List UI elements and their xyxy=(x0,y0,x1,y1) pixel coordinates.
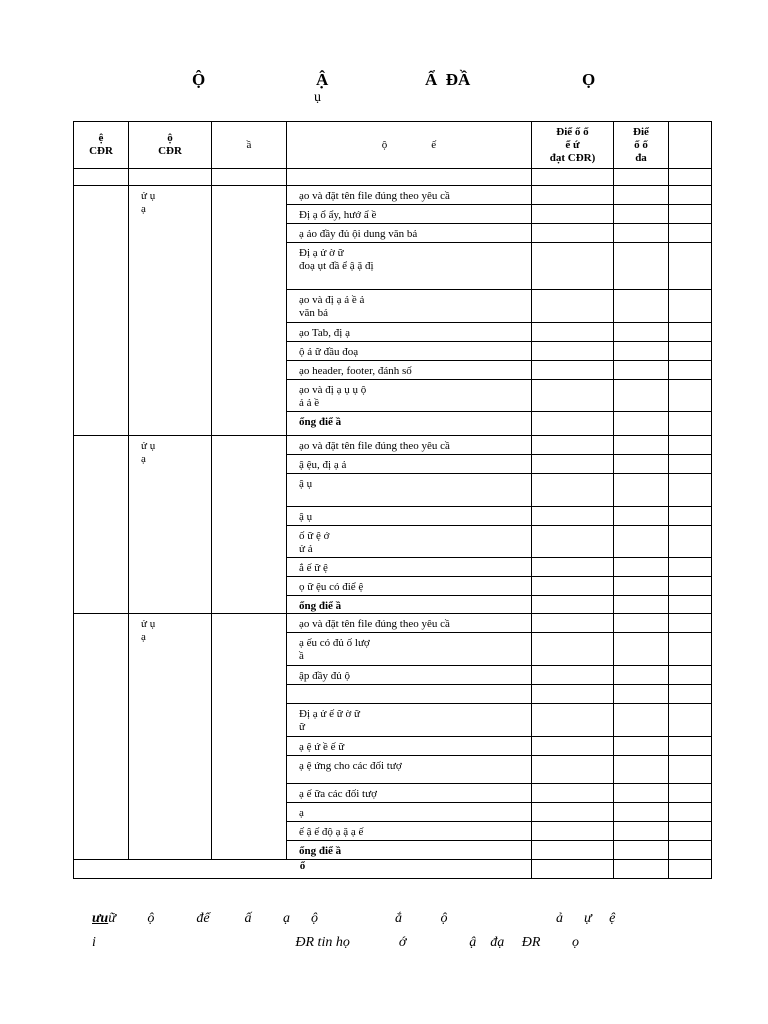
extra-cell xyxy=(669,380,712,412)
score-cell[interactable] xyxy=(532,803,614,822)
max-score-cell[interactable] xyxy=(614,380,669,412)
max-score-cell[interactable] xyxy=(614,290,669,323)
criterion-text: ạo header, footer, đánh số xyxy=(287,361,532,380)
score-cell[interactable] xyxy=(532,323,614,342)
max-score-cell[interactable] xyxy=(614,323,669,342)
title-fragment-1: Ộ xyxy=(192,70,206,89)
max-score-cell[interactable] xyxy=(614,186,669,205)
max-score-cell[interactable] xyxy=(614,436,669,455)
extra-cell xyxy=(669,860,712,879)
extra-cell xyxy=(669,507,712,526)
footer-line-2: i ĐR tin họ ớ ậ đạ ĐR ọ xyxy=(92,935,579,950)
score-cell[interactable] xyxy=(532,455,614,474)
extra-cell xyxy=(669,596,712,614)
score-cell[interactable] xyxy=(532,380,614,412)
max-score-cell[interactable] xyxy=(614,558,669,577)
header-cdr-content: ộ CĐR xyxy=(129,122,212,169)
footer-note-label: ưu xyxy=(92,911,109,926)
score-cell[interactable] xyxy=(532,436,614,455)
max-score-cell[interactable] xyxy=(614,507,669,526)
max-score-cell[interactable] xyxy=(614,205,669,224)
empty-cell xyxy=(669,169,712,186)
criterion-text: ạ ệ ứ ề ế ữ xyxy=(287,737,532,756)
criterion-text xyxy=(287,685,532,704)
score-cell[interactable] xyxy=(532,614,614,633)
criterion-text: Đị ạ ử ế ữ ờ ữ ữ xyxy=(287,704,532,737)
criterion-text: ộ ả ữ đầu đoạ xyxy=(287,342,532,361)
extra-cell xyxy=(669,526,712,558)
criterion-text: Đị ạ ử ờ ữ đoạ ụt đầ ể ậ ặ đị xyxy=(287,243,532,290)
max-score-cell[interactable] xyxy=(614,704,669,737)
subtotal-label: ổng điể ầ xyxy=(287,412,532,436)
score-cell[interactable] xyxy=(532,507,614,526)
criterion-text: ạo Tab, đị ạ xyxy=(287,323,532,342)
extra-cell xyxy=(669,577,712,596)
extra-cell xyxy=(669,205,712,224)
max-score-cell[interactable] xyxy=(614,342,669,361)
max-score-cell[interactable] xyxy=(614,756,669,784)
extra-cell xyxy=(669,841,712,860)
extra-cell xyxy=(669,666,712,685)
extra-cell xyxy=(669,290,712,323)
score-cell[interactable] xyxy=(532,822,614,841)
extra-cell xyxy=(669,412,712,436)
score-cell[interactable] xyxy=(532,756,614,784)
extra-cell xyxy=(669,633,712,666)
score-cell[interactable] xyxy=(532,205,614,224)
score-cell[interactable] xyxy=(532,704,614,737)
page-title xyxy=(0,70,768,92)
score-cell[interactable] xyxy=(532,361,614,380)
spacer-row xyxy=(74,169,712,186)
skill-name-cell: ử ụ ạ xyxy=(129,186,212,436)
extra-cell xyxy=(669,784,712,803)
criterion-text: Đị ạ ổ ẩy, hướ ẩ ề xyxy=(287,205,532,224)
skill-name-cell: ử ụ ạ xyxy=(129,436,212,614)
criterion-text: ạo và đị ạ ả ề ả văn bả xyxy=(287,290,532,323)
criterion-row xyxy=(74,436,712,455)
extra-cell xyxy=(669,224,712,243)
criterion-row xyxy=(74,614,712,633)
header-cdr-code: ệ CĐR xyxy=(74,122,129,169)
extra-cell xyxy=(669,436,712,455)
page-subtitle: ụ xyxy=(314,90,321,105)
score-cell[interactable] xyxy=(532,577,614,596)
criterion-row xyxy=(74,186,712,205)
header-max-score: Điể ố ố đa xyxy=(614,122,669,169)
criterion-text: ố ữ ệ ớ ử ả xyxy=(287,526,532,558)
max-score-cell[interactable] xyxy=(614,361,669,380)
max-score-cell[interactable] xyxy=(614,784,669,803)
score-cell[interactable] xyxy=(532,841,614,860)
criterion-text: ập đầy đủ ộ xyxy=(287,666,532,685)
empty-cell xyxy=(212,169,287,186)
max-score-cell[interactable] xyxy=(614,803,669,822)
requirement-cell xyxy=(212,436,287,614)
extra-cell xyxy=(669,685,712,704)
score-cell[interactable] xyxy=(532,342,614,361)
score-cell[interactable] xyxy=(532,224,614,243)
title-fragment-3: Ẩ ĐẦ xyxy=(425,70,471,89)
max-score-cell[interactable] xyxy=(614,614,669,633)
rubric-table xyxy=(73,121,712,879)
extra-cell xyxy=(669,342,712,361)
criterion-text: ọ ữ ệu có điể ệ xyxy=(287,577,532,596)
extra-cell xyxy=(669,474,712,507)
criterion-text: ạ ảo đầy đủ ội dung văn bả xyxy=(287,224,532,243)
header-score: Điể ố ố ể ứ đạt CĐR) xyxy=(532,122,614,169)
requirement-cell xyxy=(212,614,287,860)
extra-cell xyxy=(669,803,712,822)
header-row xyxy=(74,122,712,169)
criterion-text: ạo và đặt tên file đúng theo yêu cầ xyxy=(287,436,532,455)
max-score-cell[interactable] xyxy=(614,685,669,704)
skill-name-cell: ử ụ ạ xyxy=(129,614,212,860)
max-score-cell[interactable] xyxy=(614,577,669,596)
score-cell[interactable] xyxy=(532,526,614,558)
empty-cell xyxy=(74,169,129,186)
score-cell[interactable] xyxy=(532,784,614,803)
criterion-text: ậ ệu, đị ạ ả xyxy=(287,455,532,474)
score-cell[interactable] xyxy=(532,186,614,205)
max-score-cell[interactable] xyxy=(614,224,669,243)
cdr-code-cell xyxy=(74,186,129,436)
score-cell[interactable] xyxy=(532,412,614,436)
extra-cell xyxy=(669,243,712,290)
max-score-cell[interactable] xyxy=(614,596,669,614)
footer-note xyxy=(92,911,616,950)
extra-cell xyxy=(669,186,712,205)
criterion-text: ạ ếu có đủ ố lượ ầ xyxy=(287,633,532,666)
extra-cell xyxy=(669,704,712,737)
score-cell[interactable] xyxy=(532,596,614,614)
empty-cell xyxy=(614,169,669,186)
max-score-cell[interactable] xyxy=(614,822,669,841)
requirement-cell xyxy=(212,186,287,436)
max-score-cell[interactable] xyxy=(614,841,669,860)
max-score-cell[interactable] xyxy=(614,474,669,507)
criterion-text: ế ậ ế độ ạ ặ ạ ế xyxy=(287,822,532,841)
title-fragment-4: Ọ xyxy=(582,70,596,89)
header-criteria: ộ ế xyxy=(287,122,532,169)
extra-cell xyxy=(669,455,712,474)
extra-cell xyxy=(669,822,712,841)
criterion-text: ậ ụ xyxy=(287,507,532,526)
criterion-text: ạ ế ữa các đối tượ xyxy=(287,784,532,803)
extra-cell xyxy=(669,558,712,577)
empty-cell xyxy=(532,169,614,186)
cdr-code-cell xyxy=(74,436,129,614)
score-cell[interactable] xyxy=(532,474,614,507)
criterion-text: ạo và đị ạ ụ ụ ộ ả ả ề xyxy=(287,380,532,412)
max-score-cell[interactable] xyxy=(614,412,669,436)
score-cell[interactable] xyxy=(532,633,614,666)
criterion-text: ạ xyxy=(287,803,532,822)
extra-cell xyxy=(669,614,712,633)
criterion-text: ậ ụ xyxy=(287,474,532,507)
criterion-text: ạo và đặt tên file đúng theo yêu cầ xyxy=(287,614,532,633)
total-label: ổ xyxy=(74,860,532,879)
max-score-cell[interactable] xyxy=(614,633,669,666)
subtotal-label: ổng điể ầ xyxy=(287,841,532,860)
score-cell[interactable] xyxy=(532,243,614,290)
criterion-text: ạ ệ ứng cho các đối tượ xyxy=(287,756,532,784)
score-cell[interactable] xyxy=(532,666,614,685)
max-score-cell[interactable] xyxy=(614,243,669,290)
extra-cell xyxy=(669,361,712,380)
empty-cell xyxy=(287,169,532,186)
max-score-cell[interactable] xyxy=(614,526,669,558)
header-extra xyxy=(669,122,712,169)
score-cell[interactable] xyxy=(532,558,614,577)
score-cell[interactable] xyxy=(532,737,614,756)
header-requirement: ầ xyxy=(212,122,287,169)
cdr-code-cell xyxy=(74,614,129,860)
extra-cell xyxy=(669,323,712,342)
score-cell[interactable] xyxy=(532,290,614,323)
total-max-cell[interactable] xyxy=(614,860,669,879)
max-score-cell[interactable] xyxy=(614,666,669,685)
criterion-text: ạo và đặt tên file đúng theo yêu cầ xyxy=(287,186,532,205)
total-score-cell[interactable] xyxy=(532,860,614,879)
subtotal-label: ổng điể ầ xyxy=(287,596,532,614)
max-score-cell[interactable] xyxy=(614,455,669,474)
score-cell[interactable] xyxy=(532,685,614,704)
extra-cell xyxy=(669,737,712,756)
empty-cell xyxy=(129,169,212,186)
footer-line-1: ữ ộ để ấ ạ ộ ắ ộ ả ự ệ xyxy=(108,911,616,926)
max-score-cell[interactable] xyxy=(614,737,669,756)
extra-cell xyxy=(669,756,712,784)
title-fragment-2: Ậ xyxy=(316,70,329,89)
criterion-text: ắ ế ữ ệ xyxy=(287,558,532,577)
total-row xyxy=(74,860,712,879)
